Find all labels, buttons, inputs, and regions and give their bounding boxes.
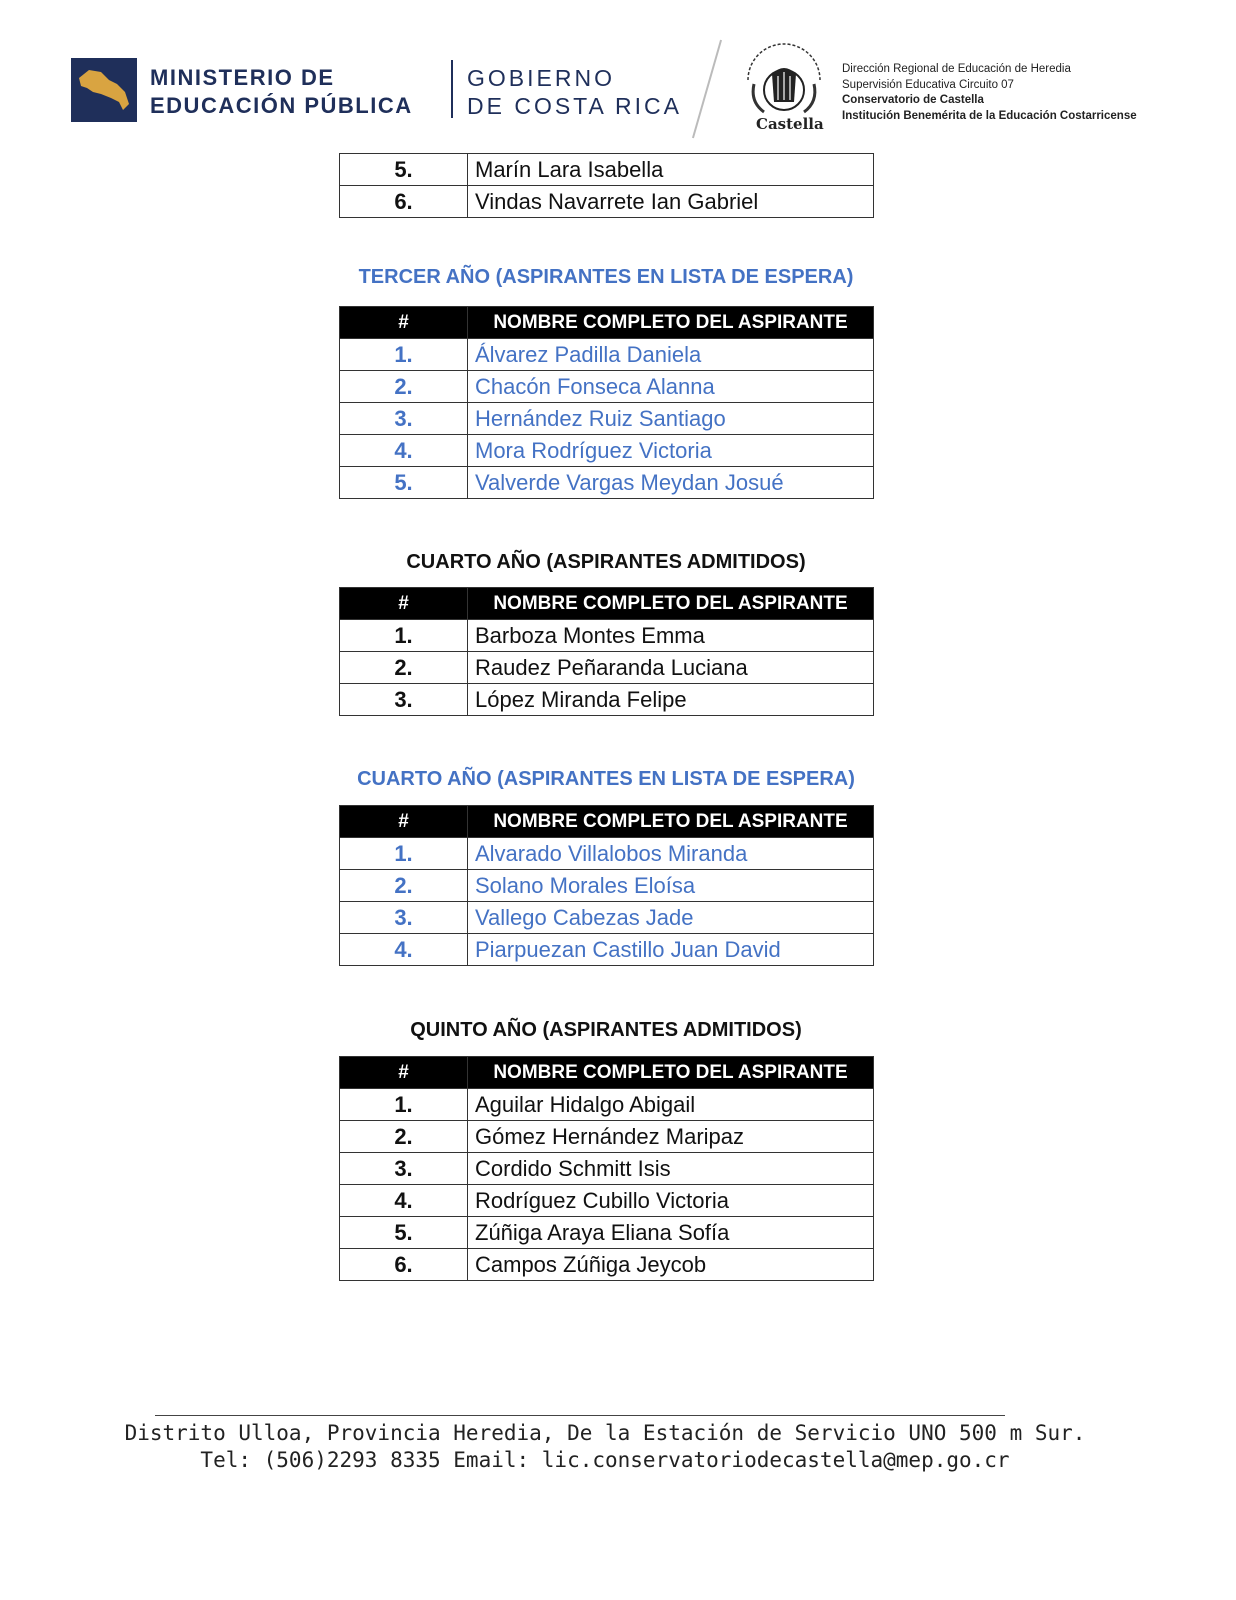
table-row — [340, 154, 874, 186]
applicant-name: Campos Zúñiga Jeycob — [468, 1249, 874, 1281]
header-slash-divider — [692, 40, 722, 139]
table-row — [340, 339, 874, 371]
row-number: 6. — [340, 1249, 468, 1281]
page-header — [0, 0, 1236, 150]
section-title-quinto-admitidos: QUINTO AÑO (ASPIRANTES ADMITIDOS) — [410, 1019, 802, 1041]
ministry-line-1: MINISTERIO DE — [150, 65, 335, 90]
government-line-1: GOBIERNO — [467, 65, 615, 91]
row-number: 5. — [340, 1217, 468, 1249]
footer-address: Distrito Ulloa, Provincia Heredia, De la Estación de Servicio UNO 500 m Sur. — [124, 1421, 1086, 1445]
row-number: 1. — [340, 339, 468, 371]
table-header-row — [340, 806, 874, 838]
table-row — [340, 1121, 874, 1153]
footer-contact: Tel: (506)2293 8335 Email: lic.conservatoriodecastella@mep.go.cr — [200, 1448, 1010, 1472]
government-name — [467, 64, 682, 120]
institution-line-1: Dirección Regional de Educación de Heredia — [842, 63, 1071, 75]
section-title-cuarto-espera: CUARTO AÑO (ASPIRANTES EN LISTA DE ESPERA) — [357, 768, 855, 790]
row-number: 2. — [340, 1121, 468, 1153]
row-number: 3. — [340, 1153, 468, 1185]
footer-divider — [155, 1415, 1005, 1416]
applicant-name: Piarpuezan Castillo Juan David — [468, 934, 874, 966]
applicant-name: Aguilar Hidalgo Abigail — [468, 1089, 874, 1121]
applicant-name: Solano Morales Eloísa — [468, 870, 874, 902]
applicant-name: Alvarado Villalobos Miranda — [468, 838, 874, 870]
applicant-name: Rodríguez Cubillo Victoria — [468, 1185, 874, 1217]
ministry-line-2: EDUCACIÓN PÚBLICA — [150, 93, 413, 118]
header-divider — [451, 60, 453, 118]
ministry-name — [150, 64, 413, 120]
mep-logo — [71, 58, 137, 122]
table-row — [340, 1089, 874, 1121]
column-header-number: # — [340, 1057, 468, 1089]
applicant-name: Gómez Hernández Maripaz — [468, 1121, 874, 1153]
column-header-name: NOMBRE COMPLETO DEL ASPIRANTE — [468, 1057, 874, 1089]
table-row — [340, 652, 874, 684]
table-row — [340, 435, 874, 467]
table-row — [340, 186, 874, 218]
table-header-row — [340, 307, 874, 339]
row-number: 2. — [340, 371, 468, 403]
table-row — [340, 467, 874, 499]
institution-line-3: Conservatorio de Castella — [842, 94, 984, 106]
table-row — [340, 1217, 874, 1249]
row-number: 5. — [340, 154, 468, 186]
row-number: 1. — [340, 838, 468, 870]
table-row — [340, 1153, 874, 1185]
government-line-2: DE COSTA RICA — [467, 93, 682, 119]
applicant-name: Raudez Peñaranda Luciana — [468, 652, 874, 684]
applicant-name: Álvarez Padilla Daniela — [468, 339, 874, 371]
applicant-name: Zúñiga Araya Eliana Sofía — [468, 1217, 874, 1249]
table-row — [340, 902, 874, 934]
row-number: 4. — [340, 934, 468, 966]
table-row — [340, 684, 874, 716]
table-row — [340, 838, 874, 870]
applicant-name: Chacón Fonseca Alanna — [468, 371, 874, 403]
row-number: 3. — [340, 684, 468, 716]
row-number: 2. — [340, 652, 468, 684]
continuation-table — [339, 153, 874, 218]
applicant-name: Vindas Navarrete Ian Gabriel — [468, 186, 874, 218]
applicant-name: Hernández Ruiz Santiago — [468, 403, 874, 435]
row-number: 1. — [340, 1089, 468, 1121]
row-number: 6. — [340, 186, 468, 218]
table-row — [340, 870, 874, 902]
row-number: 3. — [340, 403, 468, 435]
applicant-name: Mora Rodríguez Victoria — [468, 435, 874, 467]
table-quinto-admitidos — [339, 1056, 874, 1281]
row-number: 1. — [340, 620, 468, 652]
column-header-number: # — [340, 806, 468, 838]
applicant-name: Cordido Schmitt Isis — [468, 1153, 874, 1185]
table-row — [340, 1249, 874, 1281]
applicant-name: Valverde Vargas Meydan Josué — [468, 467, 874, 499]
table-header-row — [340, 1057, 874, 1089]
row-number: 2. — [340, 870, 468, 902]
table-header-row — [340, 588, 874, 620]
table-row — [340, 934, 874, 966]
table-row — [340, 403, 874, 435]
row-number: 3. — [340, 902, 468, 934]
column-header-name: NOMBRE COMPLETO DEL ASPIRANTE — [468, 307, 874, 339]
column-header-number: # — [340, 588, 468, 620]
table-cuarto-admitidos — [339, 587, 874, 716]
column-header-number: # — [340, 307, 468, 339]
table-cuarto-espera — [339, 805, 874, 966]
table-row — [340, 371, 874, 403]
page-footer — [100, 1420, 1110, 1474]
applicant-name: Marín Lara Isabella — [468, 154, 874, 186]
table-tercer-espera — [339, 306, 874, 499]
section-title-cuarto-admitidos: CUARTO AÑO (ASPIRANTES ADMITIDOS) — [406, 551, 806, 573]
row-number: 4. — [340, 1185, 468, 1217]
column-header-name: NOMBRE COMPLETO DEL ASPIRANTE — [468, 806, 874, 838]
table-row — [340, 1185, 874, 1217]
applicant-name: Vallego Cabezas Jade — [468, 902, 874, 934]
costa-rica-map-icon — [71, 58, 137, 122]
row-number: 4. — [340, 435, 468, 467]
applicant-name: Barboza Montes Emma — [468, 620, 874, 652]
table-row — [340, 620, 874, 652]
row-number: 5. — [340, 467, 468, 499]
institution-info — [842, 62, 1137, 124]
institution-line-4: Institución Benemérita de la Educación Costarricense — [842, 109, 1137, 122]
column-header-name: NOMBRE COMPLETO DEL ASPIRANTE — [468, 588, 874, 620]
section-title-tercer-espera: TERCER AÑO (ASPIRANTES EN LISTA DE ESPERA) — [358, 266, 854, 288]
applicant-name: López Miranda Felipe — [468, 684, 874, 716]
crest-name: Castella — [756, 115, 824, 133]
institution-line-2: Supervisión Educativa Circuito 07 — [842, 78, 1014, 91]
